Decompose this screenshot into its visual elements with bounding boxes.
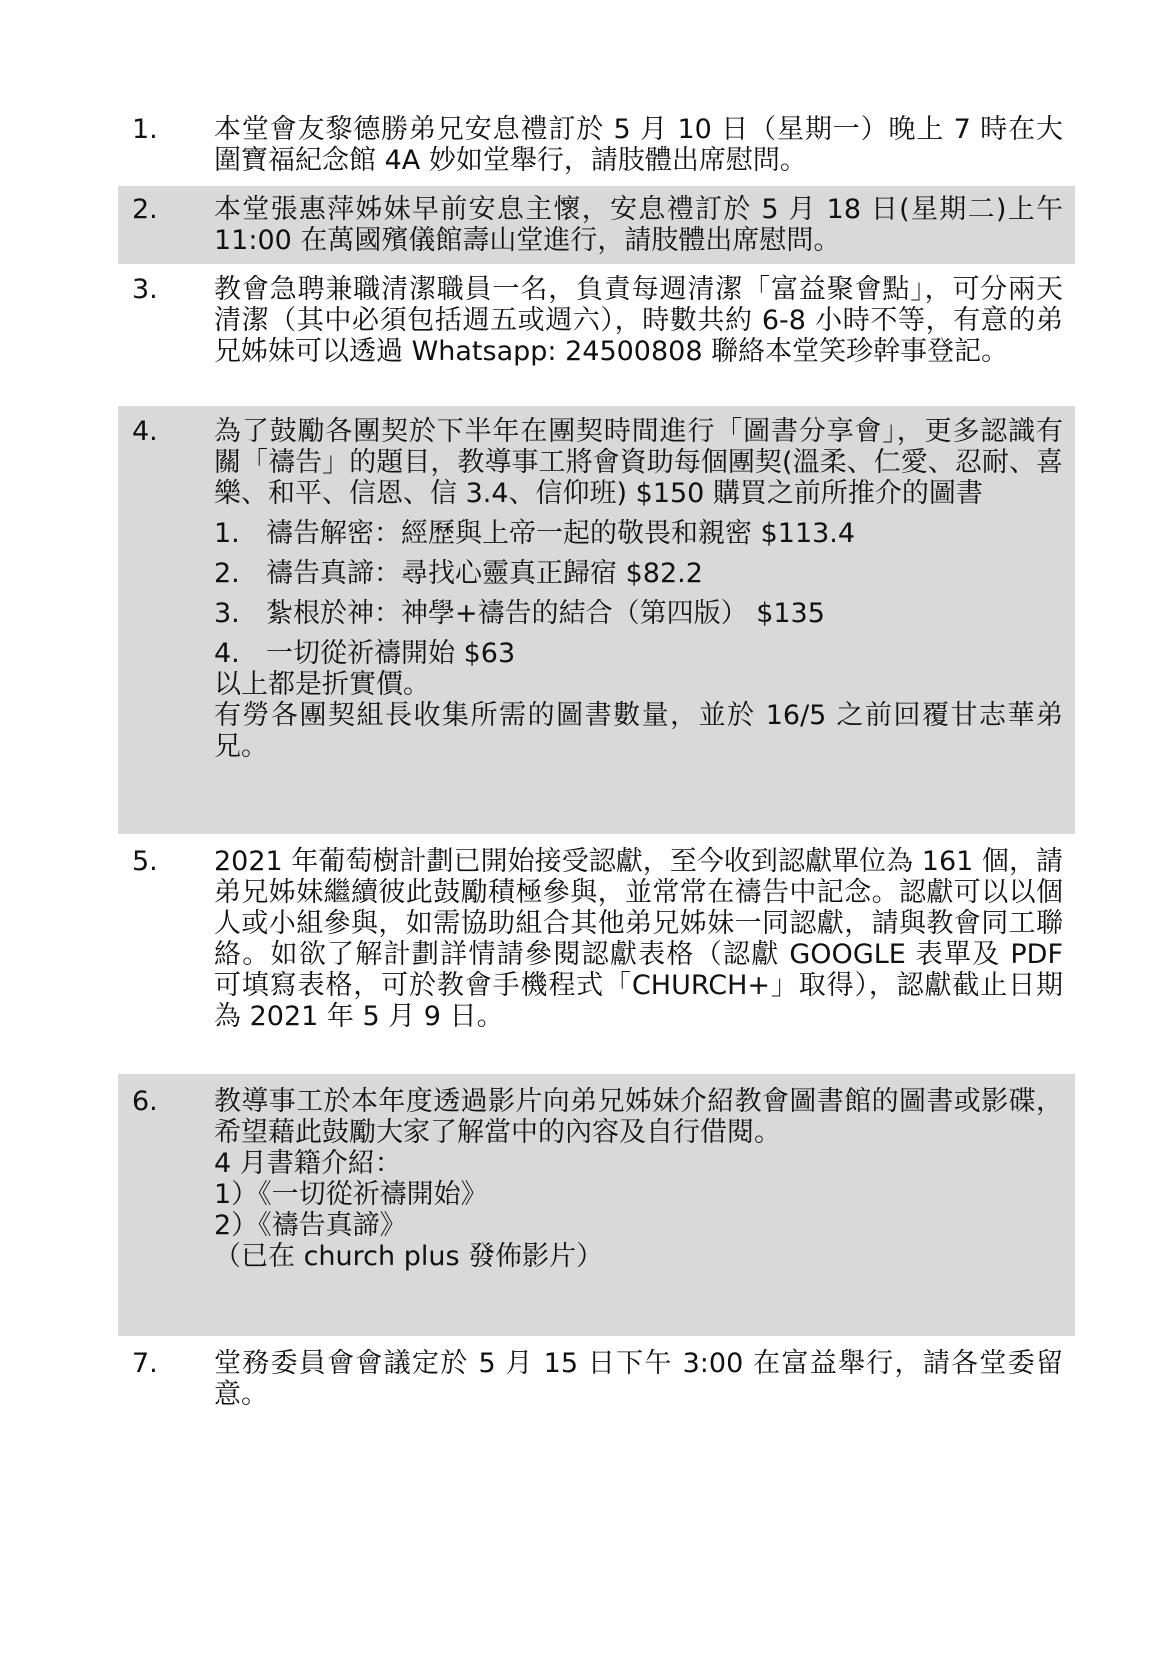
notice-item-3 xyxy=(118,264,1075,406)
book-item-1 xyxy=(214,518,1063,549)
notice-item-5 xyxy=(118,834,1075,1074)
book-title: 禱告真諦：尋找心靈真正歸宿 $82.2 xyxy=(266,558,703,589)
item-text: 教會急聘兼職清潔職員一名，負責每週清潔「富益聚會點」，可分兩天清潔（其中必須包括週五或週六），時數共約 6-8 小時不等，有意的弟兄姊妹可以透過 Whatsapp: 24500808 聯絡本堂笑珍幹事登記。 xyxy=(214,274,1063,367)
book-number: 4. xyxy=(214,638,240,669)
item-text: 本堂張惠萍姊妹早前安息主懷，安息禮訂於 5 月 18 日(星期二)上午 11:00 在萬國殯儀館壽山堂進行，請肢體出席慰問。 xyxy=(214,194,1063,256)
item-number: 5. xyxy=(132,846,158,877)
item-number: 6. xyxy=(132,1086,158,1117)
item-number: 1. xyxy=(132,114,158,145)
item-number: 3. xyxy=(132,274,158,305)
item-number: 7. xyxy=(132,1348,158,1379)
item-text: 堂務委員會會議定於 5 月 15 日下午 3:00 在富益舉行，請各堂委留意。 xyxy=(214,1348,1063,1410)
book-number: 2. xyxy=(214,558,240,589)
intro-heading: 4 月書籍介紹： xyxy=(214,1148,402,1179)
video-note: （已在 church plus 發佈影片） xyxy=(214,1241,604,1272)
book-item-2 xyxy=(214,558,1063,589)
item-text: 為了鼓勵各團契於下半年在團契時間進行「圖書分享會」，更多認識有關「禱告」的題目，教導事工將會資助每個團契(溫柔、仁愛、忍耐、喜樂、和平、信恩、信 3.4、信仰班) $150 購買之前所推介的圖書 xyxy=(214,416,1063,509)
notice-item-7 xyxy=(118,1336,1075,1416)
notice-item-6 xyxy=(118,1074,1075,1336)
intro-book-1: 1）《一切從祈禱開始》 xyxy=(214,1179,488,1210)
book-number: 3. xyxy=(214,598,240,629)
intro-book-2: 2）《禱告真諦》 xyxy=(214,1210,407,1241)
book-title: 一切從祈禱開始 $63 xyxy=(266,638,516,669)
book-item-3 xyxy=(214,598,1063,629)
price-note: 以上都是折實價。 xyxy=(214,669,430,700)
book-item-4 xyxy=(214,638,1063,669)
item-text: 教導事工於本年度透過影片向弟兄姊妹介紹教會圖書館的圖書或影碟，希望藉此鼓勵大家了解當中的內容及自行借閱。 xyxy=(214,1086,1063,1148)
book-title: 紮根於神：神學+禱告的結合（第四版） $135 xyxy=(266,598,825,629)
notice-item-1 xyxy=(118,114,1075,186)
notice-item-4 xyxy=(118,406,1075,834)
item-text: 2021 年葡萄樹計劃已開始接受認獻，至今收到認獻單位為 161 個，請弟兄姊妹繼續彼此鼓勵積極參與，並常常在禱告中記念。認獻可以以個人或小組參與，如需協助組合其他弟兄姊妹一同認獻，請與教會同工聯絡。如欲了解計劃詳情請參閱認獻表格（認獻 GOOGLE 表單及 PDF 可填寫表格，可於教會手機程式「CHURCH+」取得），認獻截止日期為 2021 年 5 月 9 日。 xyxy=(214,846,1063,1032)
item-number: 4. xyxy=(132,416,158,447)
book-number: 1. xyxy=(214,518,240,549)
item-number: 2. xyxy=(132,194,158,225)
collection-note: 有勞各團契組長收集所需的圖書數量，並於 16/5 之前回覆甘志華弟兄。 xyxy=(214,700,1063,762)
item-text: 本堂會友黎德勝弟兄安息禮訂於 5 月 10 日（星期一）晚上 7 時在大圍寶福紀念館 4A 妙如堂舉行，請肢體出席慰問。 xyxy=(214,114,1063,176)
notice-item-2 xyxy=(118,186,1075,264)
book-title: 禱告解密：經歷與上帝一起的敬畏和親密 $113.4 xyxy=(266,518,856,549)
